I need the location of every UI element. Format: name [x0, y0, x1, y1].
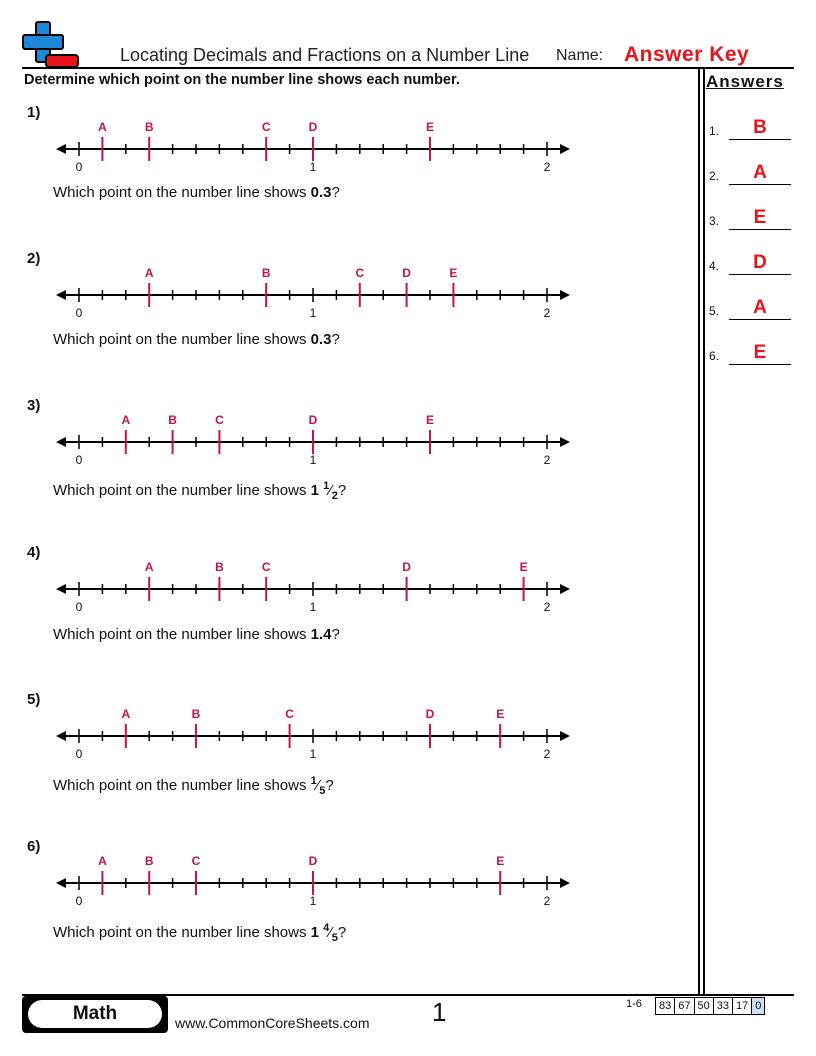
question-text: Which point on the number line shows 0.3?	[53, 331, 340, 348]
left-arrow-icon	[56, 584, 66, 594]
answer-row-4	[709, 245, 799, 275]
answer-row-6	[709, 335, 799, 365]
point-label: C	[261, 120, 271, 134]
right-arrow-icon	[560, 731, 570, 741]
number-line	[0, 250, 700, 325]
answer-number: 2.	[709, 169, 720, 183]
question-text: Which point on the number line shows 1.4?	[53, 626, 340, 643]
instructions: Determine which point on the number line shows each number.	[24, 72, 460, 88]
answer-number: 6.	[709, 349, 720, 363]
problem-2	[0, 250, 700, 390]
right-arrow-icon	[560, 290, 570, 300]
axis-tick-label: 1	[309, 453, 317, 467]
left-arrow-icon	[56, 731, 66, 741]
axis-tick-label: 1	[309, 747, 317, 761]
problem-3	[0, 397, 700, 537]
problem-range: 1-6	[626, 998, 642, 1010]
point-label: C	[191, 854, 201, 868]
name-label: Name:	[556, 47, 604, 64]
number-line	[0, 544, 700, 619]
number-line	[0, 104, 700, 179]
point-label: C	[355, 266, 365, 280]
problem-number: 1)	[27, 104, 41, 121]
question-text: Which point on the number line shows 1 $^1⁄_2$?	[53, 480, 347, 502]
point-label: C	[285, 707, 294, 721]
point-label: A	[144, 560, 154, 574]
point-label: B	[144, 120, 154, 134]
axis-tick-label: 2	[543, 600, 551, 614]
subject-label: Math	[28, 1000, 162, 1028]
axis-tick-label: 0	[75, 894, 83, 908]
problem-4	[0, 544, 700, 684]
axis-tick-label: 0	[75, 306, 83, 320]
answer-value[interactable]: E	[753, 207, 767, 228]
answer-line	[729, 364, 791, 365]
header-divider	[22, 67, 794, 69]
point-label: E	[496, 707, 505, 721]
left-arrow-icon	[56, 144, 66, 154]
point-label: A	[121, 413, 131, 427]
point-label: D	[402, 560, 411, 574]
answer-value[interactable]: A	[753, 162, 767, 183]
answer-row-1	[709, 110, 799, 140]
problem-5	[0, 691, 700, 831]
right-arrow-icon	[560, 437, 570, 447]
right-arrow-icon	[560, 878, 570, 888]
number-line	[0, 691, 700, 766]
axis-tick-label: 0	[75, 453, 83, 467]
answer-row-5	[709, 290, 799, 320]
point-label: A	[98, 120, 107, 134]
answer-line	[729, 139, 791, 140]
point-label: E	[519, 560, 528, 574]
question-text: Which point on the number line shows 1 $^4⁄_5$?	[53, 922, 347, 944]
problem-number: 2)	[27, 250, 41, 267]
score-cell: 0	[751, 997, 765, 1015]
problem-1	[0, 104, 700, 244]
point-label: E	[425, 413, 435, 427]
problem-number: 5)	[27, 691, 41, 708]
problem-number: 3)	[27, 397, 41, 414]
score-cell: 33	[713, 997, 733, 1015]
website-link[interactable]: www.CommonCoreSheets.com	[175, 1015, 370, 1031]
answer-value[interactable]: D	[753, 252, 767, 273]
point-label: B	[191, 707, 201, 721]
answer-number: 3.	[709, 214, 720, 228]
answer-line	[729, 184, 791, 185]
axis-tick-label: 0	[75, 160, 83, 174]
answer-column-divider-inner	[703, 68, 705, 994]
answer-value[interactable]: B	[753, 117, 767, 138]
score-cell: 17	[732, 997, 752, 1015]
score-cell: 83	[655, 997, 675, 1015]
axis-tick-label: 2	[543, 306, 551, 320]
axis-tick-label: 2	[543, 894, 551, 908]
problem-6	[0, 838, 700, 978]
axis-tick-label: 2	[543, 747, 551, 761]
answer-value[interactable]: A	[753, 297, 767, 318]
answer-number: 4.	[709, 259, 720, 273]
axis-tick-label: 1	[309, 600, 317, 614]
answer-key-label: Answer Key	[624, 43, 750, 66]
answer-line	[729, 274, 791, 275]
point-label: E	[425, 120, 435, 134]
plus-minus-logo-icon	[20, 20, 80, 70]
point-label: B	[144, 854, 154, 868]
left-arrow-icon	[56, 290, 66, 300]
number-line	[0, 397, 700, 472]
left-arrow-icon	[56, 437, 66, 447]
point-label: D	[308, 854, 318, 868]
point-label: C	[261, 560, 271, 574]
axis-tick-label: 1	[309, 894, 317, 908]
axis-tick-label: 2	[543, 160, 551, 174]
point-label: D	[425, 707, 435, 721]
answers-heading: Answers	[706, 72, 784, 91]
problem-number: 6)	[27, 838, 41, 855]
page-number: 1	[432, 997, 447, 1027]
answer-row-2	[709, 155, 799, 185]
point-label: E	[449, 266, 458, 280]
axis-tick-label: 1	[309, 160, 317, 174]
axis-tick-label: 2	[543, 453, 551, 467]
number-line	[0, 838, 700, 913]
axis-tick-label: 0	[75, 600, 83, 614]
point-label: C	[215, 413, 224, 427]
axis-tick-label: 0	[75, 747, 83, 761]
point-label: A	[98, 854, 107, 868]
point-label: D	[308, 413, 318, 427]
answer-number: 1.	[709, 124, 720, 138]
right-arrow-icon	[560, 584, 570, 594]
answer-row-3	[709, 200, 799, 230]
point-label: D	[402, 266, 411, 280]
point-label: E	[496, 854, 505, 868]
point-label: D	[308, 120, 318, 134]
answer-line	[729, 319, 791, 320]
point-label: B	[168, 413, 177, 427]
answer-value[interactable]: E	[753, 342, 767, 363]
axis-tick-label: 1	[309, 306, 317, 320]
point-label: B	[215, 560, 224, 574]
point-label: A	[144, 266, 154, 280]
score-cell: 67	[674, 997, 694, 1015]
left-arrow-icon	[56, 878, 66, 888]
point-label: A	[121, 707, 131, 721]
score-cell: 50	[694, 997, 714, 1015]
right-arrow-icon	[560, 144, 570, 154]
problem-number: 4)	[27, 544, 41, 561]
question-text: Which point on the number line shows $^1⁄_5$?	[53, 775, 334, 797]
worksheet-title: Locating Decimals and Fractions on a Number Line	[120, 45, 530, 65]
point-label: B	[261, 266, 271, 280]
answer-number: 5.	[709, 304, 720, 318]
question-text: Which point on the number line shows 0.3?	[53, 184, 340, 201]
answer-line	[729, 229, 791, 230]
score-table	[656, 997, 765, 1015]
